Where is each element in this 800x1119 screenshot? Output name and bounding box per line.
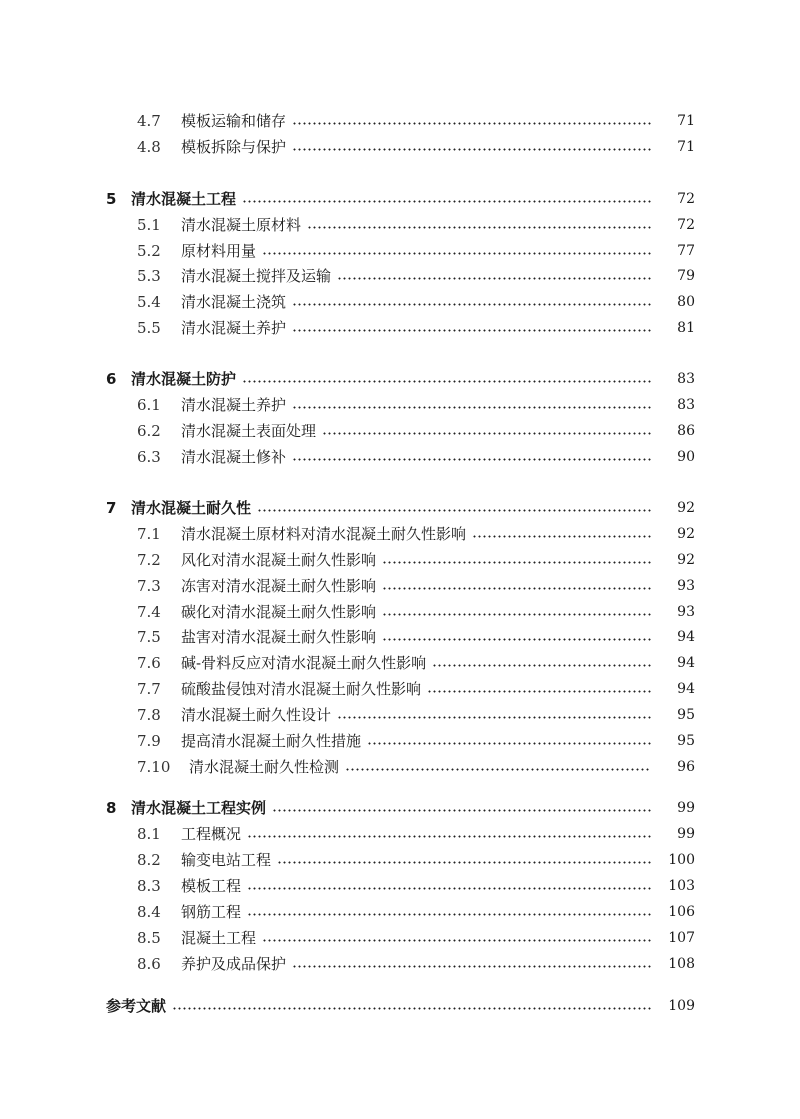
toc-section-entry[interactable] xyxy=(0,753,800,777)
toc-entry-number: 7.1 xyxy=(137,525,161,543)
toc-entry-number: 5.3 xyxy=(137,267,161,285)
toc-section-entry[interactable] xyxy=(0,237,800,261)
toc-entry-number: 7 xyxy=(106,499,117,517)
toc-entry-page-number: 99 xyxy=(677,800,695,816)
toc-entry-page-number: 94 xyxy=(677,681,695,697)
toc-chapter-entry[interactable] xyxy=(0,794,800,818)
toc-entry-number: 8.4 xyxy=(137,903,161,921)
toc-entry-title: 参考文献 xyxy=(106,997,167,1015)
toc-entry-page-number: 80 xyxy=(677,294,695,310)
toc-entry-page-number: 79 xyxy=(677,268,695,284)
toc-entry-number: 8.6 xyxy=(137,955,161,973)
toc-entry-page-number: 100 xyxy=(668,852,695,868)
toc-entry-number: 8.5 xyxy=(137,929,161,947)
toc-entry-title: 钢筋工程 xyxy=(181,903,242,921)
toc-section-entry[interactable] xyxy=(0,846,800,870)
toc-section-entry[interactable] xyxy=(0,546,800,570)
dot-leader xyxy=(382,613,651,616)
toc-section-entry[interactable] xyxy=(0,288,800,312)
dot-leader xyxy=(272,809,651,812)
dot-leader xyxy=(345,768,651,771)
toc-chapter-entry[interactable] xyxy=(0,992,800,1016)
toc-entry-number: 7.10 xyxy=(137,758,171,776)
dot-leader xyxy=(257,509,651,512)
toc-entry-title: 输变电站工程 xyxy=(181,851,272,869)
toc-section-entry[interactable] xyxy=(0,950,800,974)
toc-entry-title: 清水混凝土工程 xyxy=(131,190,237,208)
dot-leader xyxy=(247,835,651,838)
toc-entry-page-number: 86 xyxy=(677,423,695,439)
toc-entry-page-number: 72 xyxy=(677,191,695,207)
toc-section-entry[interactable] xyxy=(0,520,800,544)
toc-entry-number: 6 xyxy=(106,370,117,388)
dot-leader xyxy=(262,252,651,255)
dot-leader xyxy=(382,587,651,590)
dot-leader xyxy=(432,664,651,667)
toc-entry-number: 4.8 xyxy=(137,138,161,156)
toc-entry-page-number: 106 xyxy=(668,904,695,920)
dot-leader xyxy=(247,913,651,916)
toc-entry-page-number: 96 xyxy=(677,759,695,775)
dot-leader xyxy=(307,226,651,229)
toc-entry-title: 清水混凝土防护 xyxy=(131,370,237,388)
toc-entry-number: 7.9 xyxy=(137,732,161,750)
toc-entry-page-number: 95 xyxy=(677,733,695,749)
toc-entry-number: 8.1 xyxy=(137,825,161,843)
toc-entry-title: 硫酸盐侵蚀对清水混凝土耐久性影响 xyxy=(181,680,422,698)
toc-entry-page-number: 95 xyxy=(677,707,695,723)
toc-entry-number: 8 xyxy=(106,799,117,817)
toc-entry-page-number: 94 xyxy=(677,655,695,671)
toc-entry-title: 清水混凝土耐久性检测 xyxy=(189,758,340,776)
toc-entry-page-number: 71 xyxy=(677,139,695,155)
toc-entry-number: 7.7 xyxy=(137,680,161,698)
toc-section-entry[interactable] xyxy=(0,675,800,699)
dot-leader xyxy=(337,277,651,280)
dot-leader xyxy=(322,432,651,435)
toc-section-entry[interactable] xyxy=(0,572,800,596)
toc-entry-title: 混凝土工程 xyxy=(181,929,257,947)
toc-entry-page-number: 77 xyxy=(677,243,695,259)
toc-entry-page-number: 93 xyxy=(677,604,695,620)
dot-leader xyxy=(292,329,651,332)
toc-entry-number: 7.4 xyxy=(137,603,161,621)
toc-entry-number: 8.2 xyxy=(137,851,161,869)
toc-chapter-entry[interactable] xyxy=(0,494,800,518)
toc-entry-number: 8.3 xyxy=(137,877,161,895)
dot-leader xyxy=(262,939,651,942)
toc-chapter-entry[interactable] xyxy=(0,365,800,389)
toc-entry-title: 冻害对清水混凝土耐久性影响 xyxy=(181,577,377,595)
toc-entry-title: 清水混凝土搅拌及运输 xyxy=(181,267,332,285)
toc-section-entry[interactable] xyxy=(0,727,800,751)
toc-section-entry[interactable] xyxy=(0,623,800,647)
toc-entry-title: 提高清水混凝土耐久性措施 xyxy=(181,732,362,750)
dot-leader xyxy=(292,303,651,306)
toc-section-entry[interactable] xyxy=(0,598,800,622)
toc-entry-title: 清水混凝土耐久性 xyxy=(131,499,252,517)
toc-entry-title: 清水混凝土耐久性设计 xyxy=(181,706,332,724)
dot-leader xyxy=(292,148,651,151)
dot-leader xyxy=(292,965,651,968)
toc-entry-number: 7.2 xyxy=(137,551,161,569)
toc-entry-title: 碱-骨料反应对清水混凝土耐久性影响 xyxy=(181,654,427,672)
toc-entry-page-number: 83 xyxy=(677,397,695,413)
toc-entry-title: 清水混凝土修补 xyxy=(181,448,287,466)
toc-section-entry[interactable] xyxy=(0,872,800,896)
toc-entry-title: 清水混凝土表面处理 xyxy=(181,422,317,440)
toc-entry-page-number: 92 xyxy=(677,552,695,568)
toc-section-entry[interactable] xyxy=(0,443,800,467)
toc-entry-title: 风化对清水混凝土耐久性影响 xyxy=(181,551,377,569)
toc-entry-page-number: 107 xyxy=(668,930,695,946)
dot-leader xyxy=(472,535,651,538)
dot-leader xyxy=(382,561,651,564)
toc-entry-page-number: 71 xyxy=(677,113,695,129)
toc-section-entry[interactable] xyxy=(0,924,800,948)
dot-leader xyxy=(242,380,651,383)
toc-entry-page-number: 72 xyxy=(677,217,695,233)
toc-entry-number: 7.6 xyxy=(137,654,161,672)
dot-leader xyxy=(277,861,651,864)
toc-entry-page-number: 83 xyxy=(677,371,695,387)
toc-entry-title: 原材料用量 xyxy=(181,242,257,260)
toc-entry-title: 养护及成品保护 xyxy=(181,955,287,973)
toc-entry-page-number: 108 xyxy=(668,956,695,972)
toc-entry-page-number: 99 xyxy=(677,826,695,842)
dot-leader xyxy=(367,742,651,745)
toc-entry-page-number: 92 xyxy=(677,526,695,542)
toc-section-entry[interactable] xyxy=(0,314,800,338)
toc-chapter-entry[interactable] xyxy=(0,185,800,209)
dot-leader xyxy=(427,690,651,693)
toc-section-entry[interactable] xyxy=(0,133,800,157)
toc-section-entry[interactable] xyxy=(0,820,800,844)
dot-leader xyxy=(247,887,651,890)
toc-entry-number: 5.4 xyxy=(137,293,161,311)
toc-entry-page-number: 103 xyxy=(668,878,695,894)
toc-section-entry[interactable] xyxy=(0,898,800,922)
toc-entry-number: 7.3 xyxy=(137,577,161,595)
dot-leader xyxy=(337,716,651,719)
toc-entry-title: 清水混凝土原材料对清水混凝土耐久性影响 xyxy=(181,525,467,543)
toc-entry-number: 6.1 xyxy=(137,396,161,414)
toc-section-entry[interactable] xyxy=(0,391,800,415)
toc-entry-number: 6.2 xyxy=(137,422,161,440)
toc-entry-number: 5 xyxy=(106,190,117,208)
toc-section-entry[interactable] xyxy=(0,417,800,441)
dot-leader xyxy=(242,200,651,203)
toc-section-entry[interactable] xyxy=(0,649,800,673)
toc-entry-title: 碳化对清水混凝土耐久性影响 xyxy=(181,603,377,621)
toc-section-entry[interactable] xyxy=(0,701,800,725)
toc-entry-page-number: 90 xyxy=(677,449,695,465)
toc-entry-title: 模板拆除与保护 xyxy=(181,138,287,156)
toc-section-entry[interactable] xyxy=(0,262,800,286)
toc-section-entry[interactable] xyxy=(0,107,800,131)
toc-entry-title: 盐害对清水混凝土耐久性影响 xyxy=(181,628,377,646)
toc-entry-title: 模板工程 xyxy=(181,877,242,895)
toc-entry-title: 清水混凝土原材料 xyxy=(181,216,302,234)
toc-entry-title: 模板运输和储存 xyxy=(181,112,287,130)
toc-entry-number: 5.5 xyxy=(137,319,161,337)
toc-entry-number: 4.7 xyxy=(137,112,161,130)
toc-entry-number: 6.3 xyxy=(137,448,161,466)
toc-entry-title: 清水混凝土浇筑 xyxy=(181,293,287,311)
toc-entry-page-number: 81 xyxy=(677,320,695,336)
toc-entry-page-number: 94 xyxy=(677,629,695,645)
toc-entry-number: 5.2 xyxy=(137,242,161,260)
toc-entry-title: 工程概况 xyxy=(181,825,242,843)
toc-entry-number: 7.5 xyxy=(137,628,161,646)
dot-leader xyxy=(292,458,651,461)
toc-entry-number: 5.1 xyxy=(137,216,161,234)
toc-entry-page-number: 93 xyxy=(677,578,695,594)
toc-entry-page-number: 109 xyxy=(668,998,695,1014)
toc-entry-title: 清水混凝土养护 xyxy=(181,319,287,337)
dot-leader xyxy=(172,1007,651,1010)
dot-leader xyxy=(292,122,651,125)
toc-entry-title: 清水混凝土工程实例 xyxy=(131,799,267,817)
toc-entry-title: 清水混凝土养护 xyxy=(181,396,287,414)
toc-section-entry[interactable] xyxy=(0,211,800,235)
dot-leader xyxy=(382,638,651,641)
toc-entry-number: 7.8 xyxy=(137,706,161,724)
dot-leader xyxy=(292,406,651,409)
toc-entry-page-number: 92 xyxy=(677,500,695,516)
